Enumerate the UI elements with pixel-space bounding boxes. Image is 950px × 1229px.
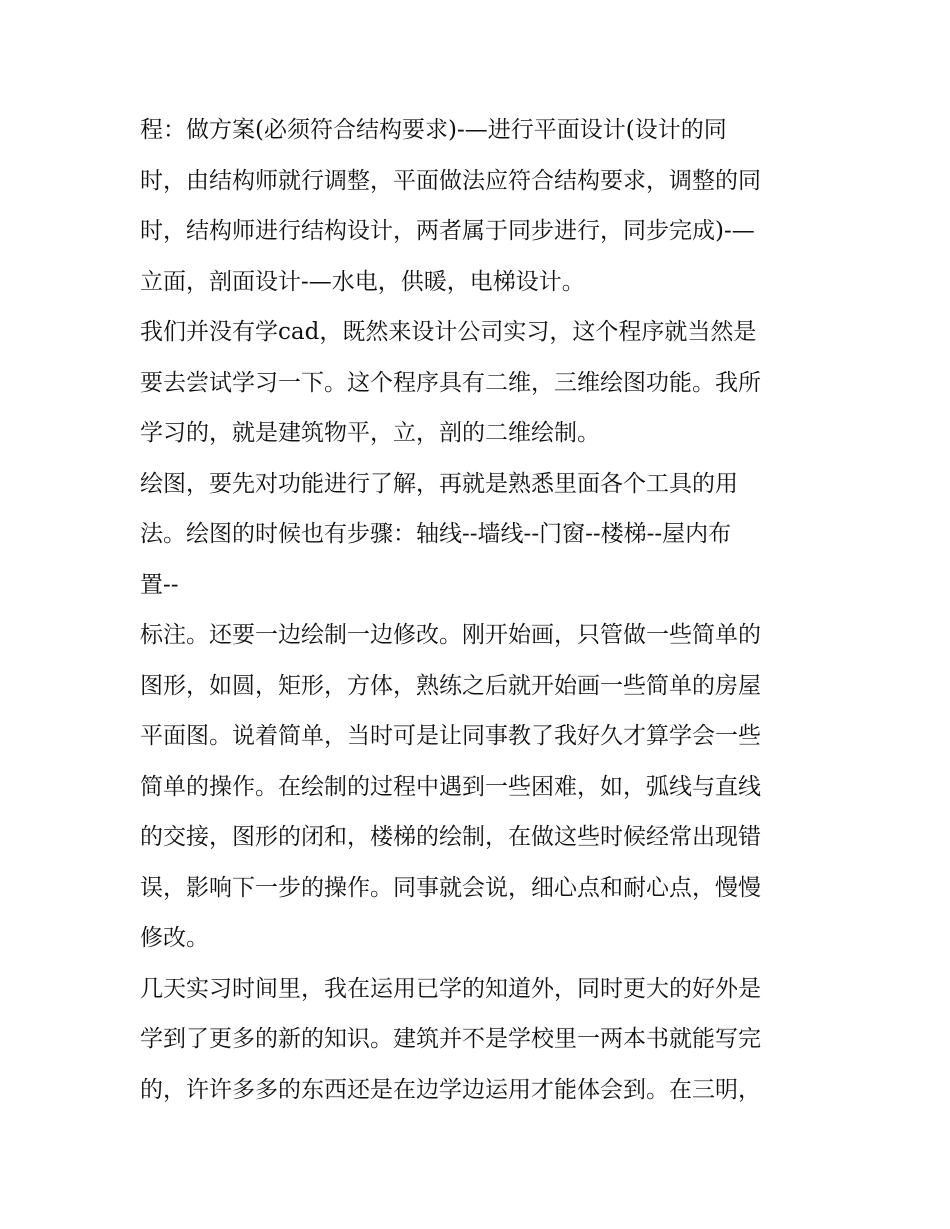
text-line-1: 程：做方案(必须符合结构要求)-—进行平面设计(设计的同 — [140, 117, 727, 143]
text-line-9: 法。绘图的时候也有步骤：轴线--墙线--门窗--楼梯--屋内布 — [140, 521, 732, 547]
text-line-4: 立面，剖面设计-—水电，供暖，电梯设计。 — [140, 268, 585, 295]
text-line-10: 置-- — [140, 571, 179, 598]
text-line-19: 学到了更多的新的知识。建筑并不是学校里一两本书就能写完 — [140, 1026, 761, 1052]
text-line-5: 我们并没有学cad，既然来设计公司实习，这个程序就当然是 — [140, 319, 757, 345]
text-line-16: 误，影响下一步的操作。同事就会说，细心点和耐心点，慢慢 — [140, 874, 761, 901]
text-line-17: 修改。 — [140, 925, 209, 951]
text-line-8: 绘图，要先对功能进行了解，再就是熟悉里面各个工具的用 — [140, 470, 738, 497]
text-line-11: 标注。还要一边绘制一边修改。刚开始画，只管做一些简单的 — [140, 622, 761, 648]
text-line-14: 简单的操作。在绘制的过程中遇到一些困难，如，弧线与直线 — [140, 773, 761, 800]
text-line-12: 图形，如圆，矩形，方体，熟练之后就开始画一些简单的房屋 — [140, 672, 761, 699]
text-line-7: 学习的，就是建筑物平，立，剖的二维绘制。 — [140, 420, 600, 446]
document-body — [140, 105, 820, 1115]
text-line-2: 时，由结构师就行调整，平面做法应符合结构要求，调整的同 — [140, 167, 761, 194]
text-line-6: 要去尝试学习一下。这个程序具有二维，三维绘图功能。我所 — [140, 369, 761, 396]
text-line-13: 平面图。说着简单，当时可是让同事教了我好久才算学会一些 — [140, 723, 761, 749]
text-line-20: 的，许许多多的东西还是在边学边运用才能体会到。在三明， — [140, 1076, 761, 1103]
text-line-18: 几天实习时间里，我在运用已学的知道外，同时更大的好外是 — [140, 975, 761, 1002]
text-line-3: 时，结构师进行结构设计，两者属于同步进行，同步完成)-— — [140, 218, 755, 244]
text-line-15: 的交接，图形的闭和，楼梯的绘制，在做这些时候经常出现错 — [140, 824, 761, 850]
